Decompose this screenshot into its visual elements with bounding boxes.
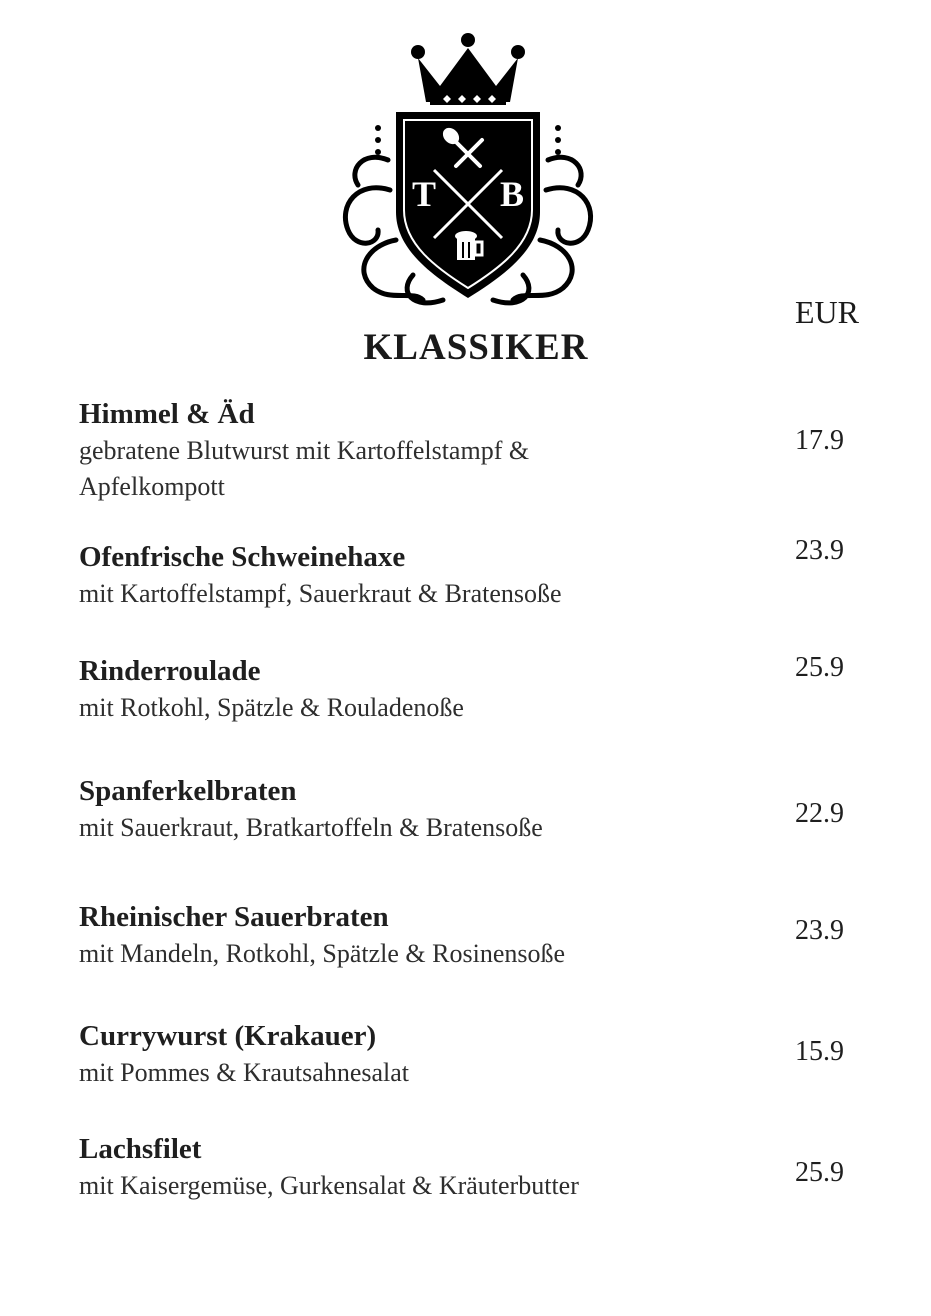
menu-item-name: Ofenfrische Schweinehaxe xyxy=(79,541,406,573)
logo-letter-left: T xyxy=(411,174,437,214)
menu-item-price: 25.9 xyxy=(795,1157,844,1188)
menu-item-description: mit Sauerkraut, Bratkartoffeln & Bratensoße xyxy=(79,813,543,842)
menu-item-price: 17.9 xyxy=(795,425,844,456)
menu-item-description: gebratene Blutwurst mit Kartoffelstampf & Apfelkompott xyxy=(79,436,530,501)
menu-item-description: mit Mandeln, Rotkohl, Spätzle & Rosinensoße xyxy=(79,939,566,968)
menu-item xyxy=(79,1131,759,1204)
menu-item xyxy=(79,899,759,972)
menu-item-price: 22.9 xyxy=(795,798,844,829)
menu-item-description: mit Rotkohl, Spätzle & Rouladenoße xyxy=(79,693,464,722)
menu-item-name: Rinderroulade xyxy=(79,655,261,687)
menu-item-price: 15.9 xyxy=(795,1036,844,1067)
menu-item xyxy=(79,539,759,612)
menu-item-description: mit Kartoffelstampf, Sauerkraut & Bratensoße xyxy=(79,579,562,608)
shield-icon xyxy=(396,112,540,298)
currency-label: EUR xyxy=(795,294,859,330)
crown-icon xyxy=(411,33,525,105)
menu-item-name: Rheinischer Sauerbraten xyxy=(79,901,389,933)
menu-item-description: mit Pommes & Krautsahnesalat xyxy=(79,1058,410,1087)
menu-item xyxy=(79,1018,759,1091)
menu-item-name: Lachsfilet xyxy=(79,1133,202,1165)
menu-item-name: Currywurst (Krakauer) xyxy=(79,1020,377,1052)
menu-item-price: 23.9 xyxy=(795,535,844,566)
menu-item-name: Himmel & Äd xyxy=(79,398,255,430)
section-title: KLASSIKER xyxy=(363,327,589,368)
menu-item-price: 25.9 xyxy=(795,652,844,683)
menu-item-description: mit Kaisergemüse, Gurkensalat & Kräuterbutter xyxy=(79,1171,579,1200)
menu-item xyxy=(79,653,759,726)
menu-item xyxy=(79,396,759,505)
menu-item-price: 23.9 xyxy=(795,915,844,946)
logo-letter-right: B xyxy=(499,174,525,214)
menu-item xyxy=(79,773,759,846)
restaurant-crest-logo xyxy=(318,30,618,320)
menu-item-name: Spanferkelbraten xyxy=(79,775,297,807)
